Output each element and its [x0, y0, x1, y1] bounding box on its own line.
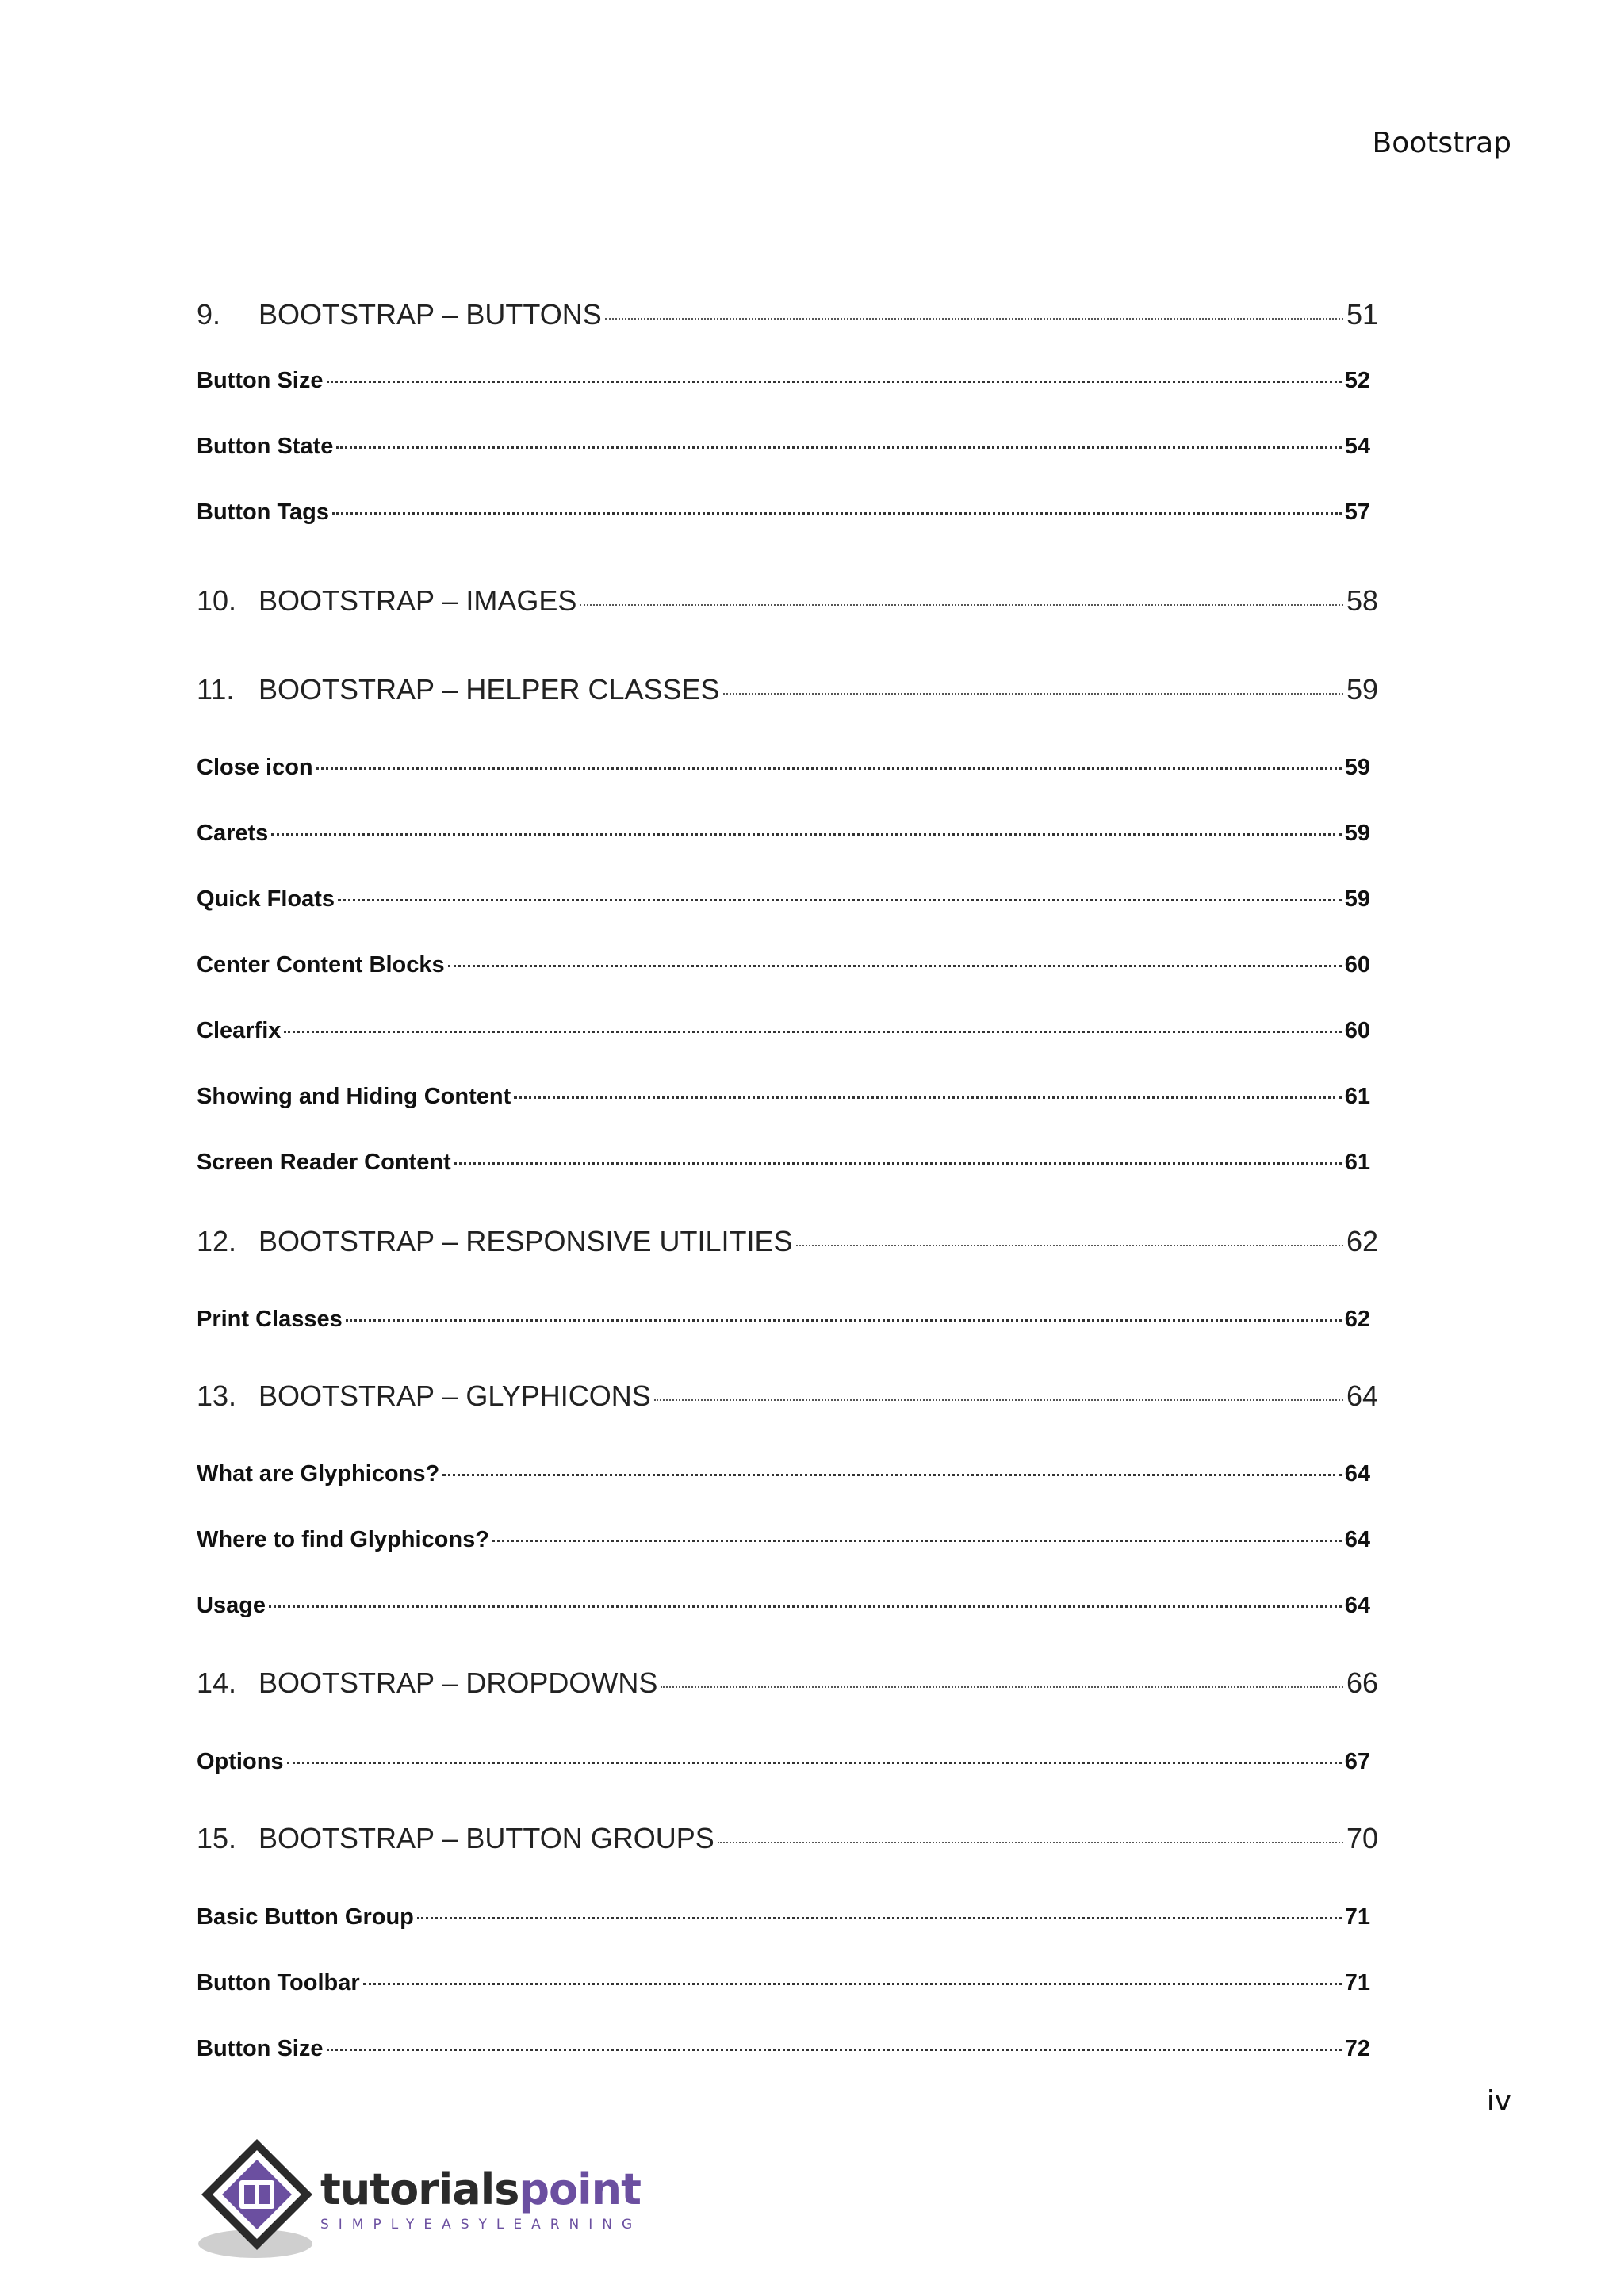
dot-leader — [363, 1980, 1342, 1985]
toc-entry-title: Carets — [197, 821, 269, 846]
toc-page-number: 64 — [1346, 1380, 1378, 1412]
toc-chapter-row[interactable] — [197, 584, 1378, 618]
logo-wordmark — [320, 2164, 641, 2214]
toc-page-number: 61 — [1344, 1084, 1370, 1109]
dot-leader — [316, 764, 1342, 770]
toc-chapter-number: 12. — [197, 1225, 237, 1257]
dot-leader — [661, 1683, 1343, 1688]
dot-leader — [442, 1471, 1342, 1476]
toc-entry-title: Button Size — [197, 2036, 324, 2061]
toc-page-number: 60 — [1344, 952, 1370, 978]
toc-entry-title: BOOTSTRAP – IMAGES — [259, 584, 577, 617]
dot-leader — [336, 443, 1341, 449]
toc-page-number: 62 — [1346, 1225, 1378, 1257]
tutorialspoint-logo — [193, 2133, 642, 2267]
toc-chapter-number: 14. — [197, 1667, 237, 1699]
logo-word-point: point — [519, 2164, 641, 2214]
toc-entry-title: BOOTSTRAP – BUTTON GROUPS — [259, 1822, 714, 1854]
toc-entry-title: Screen Reader Content — [197, 1150, 451, 1175]
toc-entry-title: BOOTSTRAP – HELPER CLASSES — [259, 673, 720, 706]
toc-entry-title: Button Size — [197, 368, 324, 393]
toc-section-row[interactable] — [197, 1593, 1370, 1619]
toc-section-row[interactable] — [197, 368, 1370, 394]
toc-section-row[interactable] — [197, 1749, 1370, 1775]
toc-page-number: 61 — [1344, 1150, 1370, 1175]
toc-section-row[interactable] — [197, 499, 1370, 526]
toc-chapter-row[interactable] — [197, 1822, 1378, 1855]
dot-leader — [514, 1093, 1341, 1099]
toc-section-row[interactable] — [197, 1904, 1370, 1931]
toc-entry-title: Center Content Blocks — [197, 952, 445, 978]
toc-section-row[interactable] — [197, 434, 1370, 460]
dot-leader — [327, 2045, 1342, 2051]
toc-chapter-number: 13. — [197, 1380, 237, 1412]
toc-chapter-row[interactable] — [197, 298, 1378, 331]
toc-page-number: 62 — [1344, 1307, 1370, 1332]
toc-page-number: 54 — [1344, 434, 1370, 459]
running-header: Bootstrap — [1372, 127, 1511, 159]
toc-page-number: 60 — [1344, 1018, 1370, 1043]
tutorialspoint-logo-icon — [193, 2133, 328, 2267]
dot-leader — [723, 690, 1343, 695]
toc-page-number: 70 — [1346, 1822, 1378, 1854]
toc-section-row[interactable] — [197, 1970, 1370, 1996]
dot-leader — [338, 896, 1342, 901]
toc-entry-title: What are Glyphicons? — [197, 1461, 440, 1487]
dot-leader — [284, 1027, 1341, 1033]
dot-leader — [346, 1316, 1342, 1322]
toc-page-number: 59 — [1344, 821, 1370, 846]
toc-entry-title: BOOTSTRAP – GLYPHICONS — [259, 1380, 651, 1412]
toc-section-row[interactable] — [197, 1018, 1370, 1044]
dot-leader — [327, 377, 1342, 383]
toc-page-number: 66 — [1346, 1667, 1378, 1699]
toc-page-number: 59 — [1344, 755, 1370, 780]
toc-chapter-row[interactable] — [197, 673, 1378, 706]
logo-tagline: SIMPLYEASYLEARNING — [320, 2217, 642, 2233]
toc-section-row[interactable] — [197, 952, 1370, 978]
toc-entry-title: Options — [197, 1749, 284, 1774]
toc-entry-title: Showing and Hiding Content — [197, 1084, 511, 1109]
toc-page-number: 59 — [1346, 673, 1378, 706]
dot-leader — [332, 509, 1342, 515]
dot-leader — [417, 1914, 1342, 1919]
toc-page-number: 67 — [1344, 1749, 1370, 1774]
toc-page-number: 64 — [1344, 1527, 1370, 1552]
dot-leader — [492, 1536, 1342, 1542]
toc-page-number: 57 — [1344, 499, 1370, 525]
toc-section-row[interactable] — [197, 1461, 1370, 1487]
toc-entry-title: Button Tags — [197, 499, 329, 525]
toc-page-number: 51 — [1346, 298, 1378, 331]
dot-leader — [287, 1758, 1342, 1764]
toc-entry-title: Close icon — [197, 755, 313, 780]
toc-entry-title: Print Classes — [197, 1307, 343, 1332]
dot-leader — [796, 1242, 1343, 1246]
toc-entry-title: Button Toolbar — [197, 1970, 360, 1996]
toc-section-row[interactable] — [197, 1150, 1370, 1176]
toc-chapter-row[interactable] — [197, 1380, 1378, 1413]
toc-entry-title: Quick Floats — [197, 886, 335, 912]
toc-entry-title: Clearfix — [197, 1018, 282, 1043]
toc-chapter-number: 15. — [197, 1822, 237, 1854]
toc-section-row[interactable] — [197, 1307, 1370, 1333]
dot-leader — [269, 1602, 1342, 1608]
toc-section-row[interactable] — [197, 755, 1370, 781]
toc-chapter-number: 10. — [197, 584, 237, 617]
toc-page-number: 71 — [1344, 1904, 1370, 1930]
dot-leader — [454, 1159, 1342, 1165]
toc-section-row[interactable] — [197, 821, 1370, 847]
toc-entry-title: BOOTSTRAP – BUTTONS — [259, 298, 602, 331]
logo-word-tutorials: tutorials — [320, 2164, 519, 2214]
toc-chapter-row[interactable] — [197, 1667, 1378, 1700]
toc-section-row[interactable] — [197, 2036, 1370, 2062]
dot-leader — [718, 1839, 1343, 1843]
toc-page-number: 64 — [1344, 1593, 1370, 1618]
dot-leader — [654, 1396, 1343, 1401]
toc-entry-title: Usage — [197, 1593, 266, 1618]
toc-page-number: 71 — [1344, 1970, 1370, 1996]
toc-page-number: 52 — [1344, 368, 1370, 393]
toc-entry-title: BOOTSTRAP – RESPONSIVE UTILITIES — [259, 1225, 793, 1257]
dot-leader — [271, 830, 1341, 836]
toc-entry-title: Basic Button Group — [197, 1904, 414, 1930]
dot-leader — [605, 315, 1343, 320]
toc-chapter-number: 9. — [197, 298, 221, 331]
toc-entry-title: BOOTSTRAP – DROPDOWNS — [259, 1667, 658, 1699]
dot-leader — [448, 962, 1342, 967]
toc-page-number: 72 — [1344, 2036, 1370, 2061]
toc-section-row[interactable] — [197, 1527, 1370, 1553]
toc-page-number: 58 — [1346, 584, 1378, 617]
toc-section-row[interactable] — [197, 1084, 1370, 1110]
toc-chapter-row[interactable] — [197, 1225, 1378, 1258]
toc-chapter-number: 11. — [197, 673, 235, 706]
toc-page-number: 59 — [1344, 886, 1370, 912]
dot-leader — [580, 601, 1343, 606]
toc-entry-title: Button State — [197, 434, 334, 459]
toc-section-row[interactable] — [197, 886, 1370, 913]
toc-page-number: 64 — [1344, 1461, 1370, 1487]
toc-entry-title: Where to find Glyphicons? — [197, 1527, 489, 1552]
page-number: iv — [1486, 2085, 1511, 2118]
